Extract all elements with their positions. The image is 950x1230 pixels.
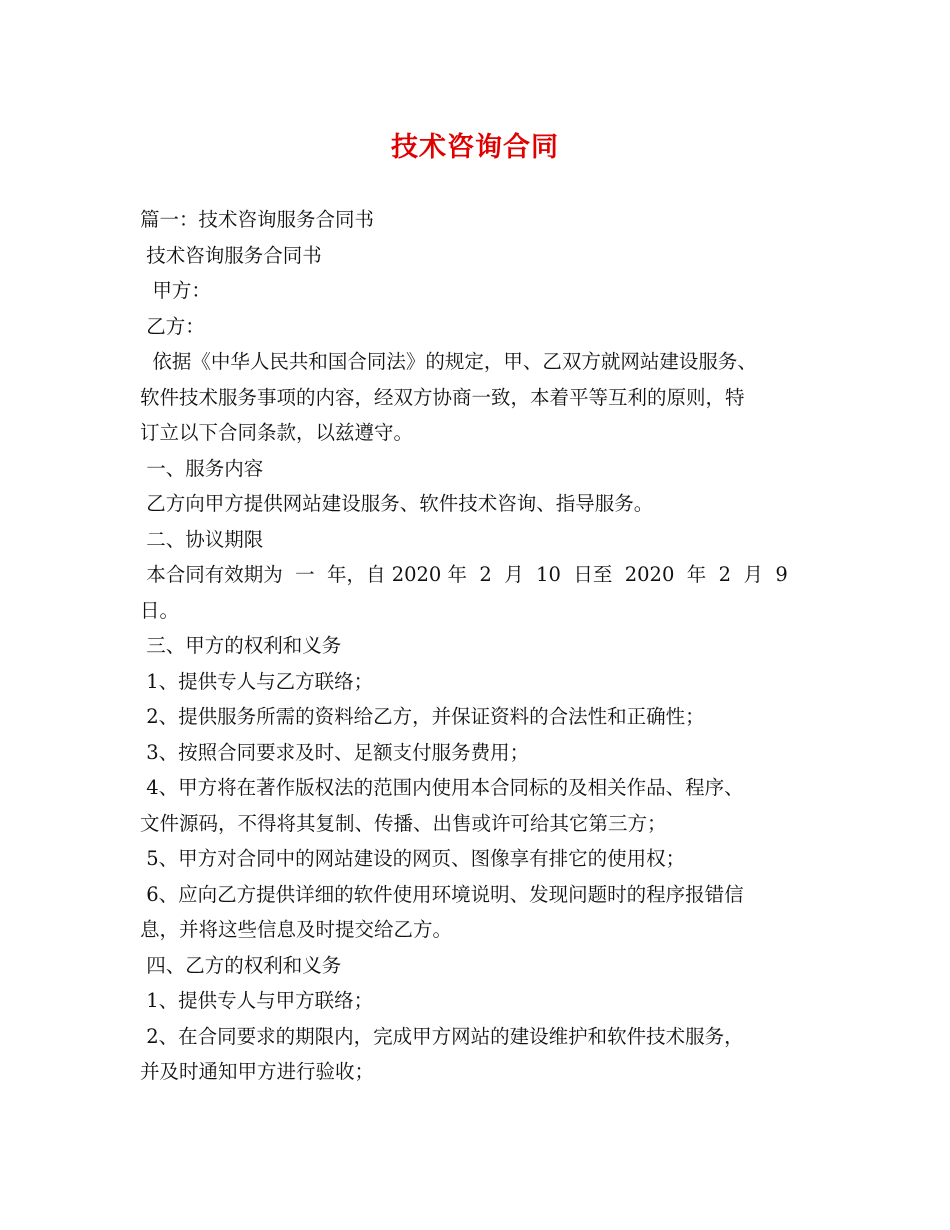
text-line: 4、甲方将在著作版权法的范围内使用本合同标的及相关作品、程序、: [140, 776, 744, 799]
text-line: 乙方：: [140, 314, 205, 338]
text-line: 6、应向乙方提供详细的软件使用环境说明、发现问题时的程序报错信: [140, 882, 744, 906]
text-line: 息，并将这些信息及时提交给乙方。: [140, 918, 453, 941]
text-line: 篇一：技术咨询服务合同书: [140, 208, 375, 231]
document-title: 技术咨询合同: [391, 132, 559, 163]
text-line: 1、提供专人与乙方联络；: [140, 669, 374, 693]
text-line: 甲方：: [140, 279, 211, 302]
text-line: 本合同有效期为 一 年，自 2020 年 2 月 10 日至 2020 年 2 月 9: [140, 563, 788, 586]
text-line: 1、提供专人与甲方联络；: [140, 989, 374, 1012]
text-line: 技术咨询服务合同书: [140, 243, 322, 267]
document-body: [140, 202, 830, 1090]
text-line: 日。: [140, 598, 180, 622]
text-line: 软件技术服务事项的内容，经双方协商一致，本着平等互利的原则，特: [140, 385, 745, 409]
text-line: 乙方向甲方提供网站建设服务、软件技术咨询、指导服务。: [140, 492, 654, 515]
text-line: 三、甲方的权利和义务: [140, 634, 342, 657]
text-line: 一、服务内容: [140, 456, 264, 480]
text-line: 3、按照合同要求及时、足额支付服务费用；: [140, 740, 530, 764]
text-line: 5、甲方对合同中的网站建设的网页、图像享有排它的使用权；: [140, 847, 686, 870]
text-line: 2、在合同要求的期限内，完成甲方网站的建设维护和软件技术服务，: [140, 1024, 744, 1048]
text-line: 文件源码，不得将其复制、传播、出售或许可给其它第三方；: [140, 811, 667, 835]
text-line: 二、协议期限: [140, 527, 264, 551]
text-line: 并及时通知甲方进行验收；: [140, 1060, 375, 1083]
text-line: 四、乙方的权利和义务: [140, 953, 342, 977]
text-line: 订立以下合同条款，以兹遵守。: [140, 421, 414, 444]
text-line: 依据《中华人民共和国合同法》的规定，甲、乙双方就网站建设服务、: [140, 350, 757, 373]
text-line: 2、提供服务所需的资料给乙方，并保证资料的合法性和正确性；: [140, 705, 705, 728]
